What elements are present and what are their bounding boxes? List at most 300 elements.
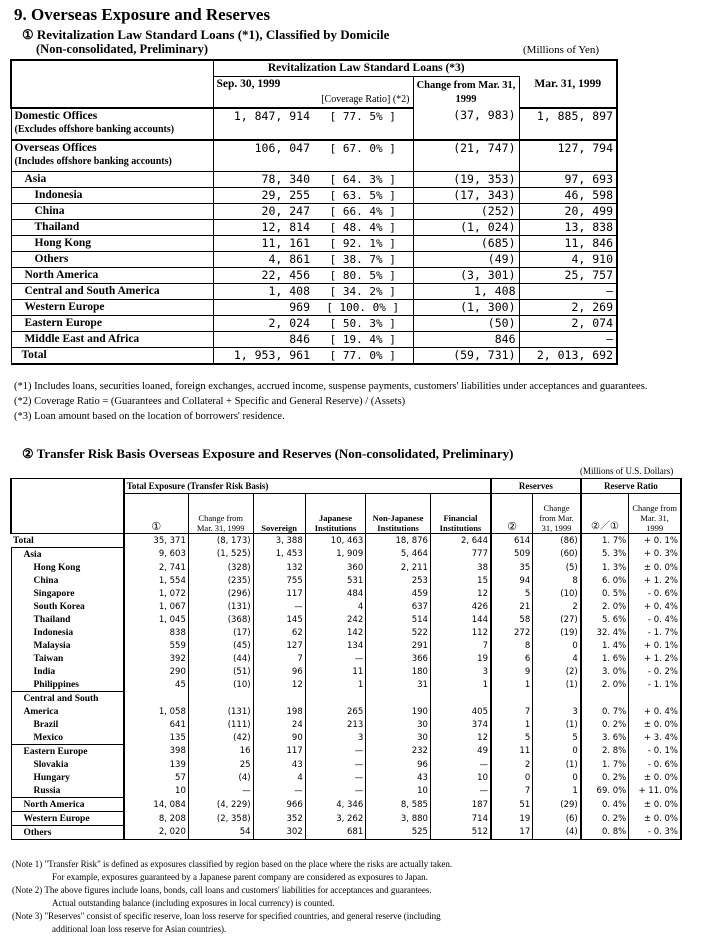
cell-mar: 2, 269	[519, 300, 617, 316]
cell-value: 54	[188, 826, 253, 840]
cell-mar: 2, 013, 692	[519, 348, 617, 365]
cell-value: 3, 880	[366, 812, 431, 826]
loan-row	[11, 316, 617, 332]
cell-value	[430, 692, 491, 706]
exposure-row	[11, 639, 681, 652]
cell-value: 142	[305, 626, 366, 639]
cell-value: (19)	[533, 626, 581, 639]
row-label: Others	[11, 252, 213, 268]
row-label: Indonesia	[11, 626, 124, 639]
cell-value: 12	[430, 587, 491, 600]
cell-value: 2. 8%	[601, 746, 627, 757]
cell-value: —	[305, 745, 366, 759]
cell-value: (368)	[188, 613, 253, 626]
exposure-row	[11, 652, 681, 665]
exposure-row	[11, 678, 681, 692]
cell-value: 90	[253, 731, 305, 745]
exposure-row	[11, 784, 681, 798]
row-label	[11, 140, 213, 172]
cell-value: (60)	[533, 548, 581, 562]
cell-value: 0	[533, 639, 581, 652]
cell-value: 18, 876	[366, 534, 431, 548]
loan-row	[11, 172, 617, 188]
cell-value: 135	[124, 731, 189, 745]
cell-value: 514	[366, 613, 431, 626]
loan-row	[11, 252, 617, 268]
cell-value: 32. 4%	[596, 627, 627, 638]
cell-value: (10)	[188, 678, 253, 692]
section1-note: (*1) Includes loans, securities loaned, foreign exchanges, accrued income, suspense payments, customers' liabilities under acceptances and guarantees.	[14, 381, 648, 392]
col-mar: Mar. 31, 1999	[519, 77, 617, 93]
cell-value: —	[253, 784, 305, 798]
cell-value	[581, 692, 629, 706]
row-label: Russia	[11, 784, 124, 798]
cell-value: (8, 173)	[188, 534, 253, 548]
cell-change: (59, 731)	[413, 348, 519, 365]
cell-value: 1	[533, 784, 581, 798]
cell-value: - 0. 6%	[629, 587, 681, 600]
cell-value: (42)	[188, 731, 253, 745]
cell-value: 10	[366, 784, 431, 798]
row-label: South Korea	[11, 600, 124, 613]
cell-value: 1	[305, 678, 366, 692]
exposure-row	[11, 771, 681, 784]
section1-subheading: (Non-consolidated, Preliminary)	[36, 42, 208, 56]
cell-value: (27)	[533, 613, 581, 626]
row-label: North America	[11, 268, 213, 284]
standard-loans-table	[10, 59, 618, 365]
exposure-row	[11, 745, 681, 759]
cell-value: 30	[366, 718, 431, 731]
cell-value: - 0. 2%	[629, 665, 681, 678]
row-label: Asia	[11, 172, 213, 188]
cell-value: 8	[533, 574, 581, 587]
cell-mar: 25, 757	[519, 268, 617, 284]
row-sublabel: (Excludes offshore banking accounts)	[14, 124, 175, 135]
cell-value: 9, 603	[124, 548, 189, 562]
cell-value	[629, 692, 681, 706]
cell-value: 398	[124, 745, 189, 759]
cell-value: 3	[305, 731, 366, 745]
cell-ratio: [ 67. 0% ]	[313, 140, 413, 172]
col-change: Change from Mar. 31, 1999	[413, 77, 519, 109]
cell-value: 405	[430, 705, 491, 718]
cell-value: 62	[253, 626, 305, 639]
cell-value: + 0. 3%	[629, 548, 681, 562]
cell-value: 134	[305, 639, 366, 652]
cell-value: 17	[491, 826, 533, 840]
cell-value: 2, 741	[124, 561, 189, 574]
cell-value: ± 0. 0%	[629, 798, 681, 812]
row-label: Central and South America	[11, 284, 213, 300]
cell-value: 253	[366, 574, 431, 587]
cell-value: 0. 2%	[601, 719, 627, 730]
exposure-row	[11, 574, 681, 587]
exposure-row	[11, 587, 681, 600]
cell-value: 1, 072	[124, 587, 189, 600]
cell-value: (44)	[188, 652, 253, 665]
h-nonjapanese: Non-Japanese Institutions	[366, 493, 431, 534]
cell-value: 1, 067	[124, 600, 189, 613]
cell-value: + 0. 4%	[629, 705, 681, 718]
cell-value: 96	[366, 758, 431, 771]
exposure-row	[11, 798, 681, 812]
cell-value: 1, 058	[124, 705, 189, 718]
section1-note: (*2) Coverage Ratio = (Guarantees and Collateral + Specific and General Reserve) / (Assets)	[14, 396, 406, 407]
loan-row	[11, 140, 617, 172]
cell-value: 637	[366, 600, 431, 613]
cell-value: 1	[430, 678, 491, 692]
row-label: Middle East and Africa	[11, 332, 213, 348]
cell-value: 512	[430, 826, 491, 840]
cell-value: 117	[253, 587, 305, 600]
exposure-row	[11, 548, 681, 562]
cell-value: 96	[253, 665, 305, 678]
cell-mar: 4, 910	[519, 252, 617, 268]
cell-value: 291	[366, 639, 431, 652]
cell-sep: 78, 340	[213, 172, 313, 188]
cell-value: 2	[533, 600, 581, 613]
cell-value: 838	[124, 626, 189, 639]
cell-ratio: [ 80. 5% ]	[313, 268, 413, 284]
cell-value: 43	[253, 758, 305, 771]
cell-change: (3, 301)	[413, 268, 519, 284]
cell-value: (4, 229)	[188, 798, 253, 812]
cell-mar: 20, 499	[519, 204, 617, 220]
cell-mar: 1, 885, 897	[519, 108, 617, 140]
cell-value: 2, 020	[124, 826, 189, 840]
row-label: North America	[11, 798, 124, 812]
row-label: Others	[11, 826, 124, 840]
cell-change: 1, 408	[413, 284, 519, 300]
cell-value: 14, 084	[124, 798, 189, 812]
h-sovereign: Sovereign	[253, 493, 305, 534]
col-sep: Sep. 30, 1999	[213, 77, 313, 93]
cell-value: - 1. 7%	[629, 626, 681, 639]
row-label: Hong Kong	[11, 561, 124, 574]
row-label: China	[11, 574, 124, 587]
cell-value: 15	[430, 574, 491, 587]
row-label: Slovakia	[11, 758, 124, 771]
cell-value: —	[253, 600, 305, 613]
cell-value: 265	[305, 705, 366, 718]
cell-value	[124, 692, 189, 706]
cell-value: 127	[253, 639, 305, 652]
cell-value: 12	[430, 731, 491, 745]
cell-value: 0. 2%	[601, 813, 627, 824]
cell-value: 777	[430, 548, 491, 562]
cell-value: (10)	[533, 587, 581, 600]
cell-value: (131)	[188, 705, 253, 718]
h-financial: Financial Institutions	[430, 493, 491, 534]
cell-value: 242	[305, 613, 366, 626]
cell-value: (6)	[533, 812, 581, 826]
cell-value: 426	[430, 600, 491, 613]
cell-ratio: [ 100. 0% ]	[313, 300, 413, 316]
cell-value: 198	[253, 705, 305, 718]
cell-value: 966	[253, 798, 305, 812]
row-label: Thailand	[11, 613, 124, 626]
cell-value: 8	[491, 639, 533, 652]
section2-note: (Note 3) "Reserves" consist of specific reserve, loan loss reserve for specified countries, and general reserve (including	[12, 911, 441, 921]
section2-note: additional loan loss reserve for Asian countries).	[52, 924, 227, 934]
cell-value: 9	[491, 665, 533, 678]
cell-value: 525	[366, 826, 431, 840]
cell-value: 16	[188, 745, 253, 759]
section2-note: Actual outstanding balance (including exposures in local currency) is counted.	[52, 898, 335, 908]
cell-value	[491, 692, 533, 706]
exposure-row	[11, 692, 681, 706]
cell-sep: 1, 408	[213, 284, 313, 300]
cell-value: 35	[491, 561, 533, 574]
cell-value: 213	[305, 718, 366, 731]
cell-value: —	[430, 784, 491, 798]
cell-value: 19	[430, 652, 491, 665]
cell-value: 2, 211	[366, 561, 431, 574]
cell-value: (4)	[188, 771, 253, 784]
cell-value: (29)	[533, 798, 581, 812]
cell-sep: 11, 161	[213, 236, 313, 252]
cell-ratio: [ 63. 5% ]	[313, 188, 413, 204]
cell-value: 1. 3%	[601, 562, 627, 573]
cell-value: 112	[430, 626, 491, 639]
cell-value: 21	[491, 600, 533, 613]
cell-value	[305, 692, 366, 706]
cell-value: 374	[430, 718, 491, 731]
cell-value: 459	[366, 587, 431, 600]
section2-note: (Note 1) "Transfer Risk" is defined as exposures classified by region based on the place where the risks are actually taken.	[12, 859, 453, 869]
loan-row	[11, 300, 617, 316]
cell-sep: 12, 814	[213, 220, 313, 236]
cell-value	[366, 692, 431, 706]
exposure-row	[11, 718, 681, 731]
cell-value: —	[188, 784, 253, 798]
loan-row	[11, 220, 617, 236]
cell-value: + 1. 2%	[629, 574, 681, 587]
cell-value: 45	[124, 678, 189, 692]
cell-ratio: [ 64. 3% ]	[313, 172, 413, 188]
cell-value: 0. 4%	[601, 799, 627, 810]
cell-value: 38	[430, 561, 491, 574]
cell-mar: 2, 074	[519, 316, 617, 332]
cell-value: 2. 0%	[601, 601, 627, 612]
cell-change: (19, 353)	[413, 172, 519, 188]
cell-value: 1. 4%	[601, 640, 627, 651]
row-label: Philippines	[11, 678, 124, 692]
cell-value: 6. 0%	[601, 575, 627, 586]
cell-ratio: [ 48. 4% ]	[313, 220, 413, 236]
row-label: Taiwan	[11, 652, 124, 665]
cell-change: (252)	[413, 204, 519, 220]
row-label: Indonesia	[11, 188, 213, 204]
cell-value: 4	[253, 771, 305, 784]
cell-change: (49)	[413, 252, 519, 268]
cell-value: 2, 644	[430, 534, 491, 548]
cell-value: 51	[491, 798, 533, 812]
cell-value: 614	[491, 534, 533, 548]
cell-value: 11	[305, 665, 366, 678]
cell-sep: 2, 024	[213, 316, 313, 332]
cell-value: 4, 346	[305, 798, 366, 812]
cell-value: (1)	[533, 718, 581, 731]
row-label: Western Europe	[11, 812, 124, 826]
cell-value: 1	[491, 678, 533, 692]
cell-value: 8, 208	[124, 812, 189, 826]
cell-value: 531	[305, 574, 366, 587]
cell-value: 180	[366, 665, 431, 678]
cell-value: + 11. 0%	[629, 784, 681, 798]
cell-value: 94	[491, 574, 533, 587]
cell-value: 302	[253, 826, 305, 840]
cell-ratio: [ 66. 4% ]	[313, 204, 413, 220]
section1-note: (*3) Loan amount based on the location of borrowers' residence.	[14, 411, 285, 422]
cell-value: 69. 0%	[596, 785, 627, 796]
cell-value: 7	[491, 705, 533, 718]
exposure-row	[11, 758, 681, 771]
cell-value: - 0. 4%	[629, 613, 681, 626]
cell-value: 144	[430, 613, 491, 626]
group-header: Revitalization Law Standard Loans (*3)	[213, 60, 519, 77]
row-sublabel: (Includes offshore banking accounts)	[14, 156, 172, 167]
cell-value: 10, 463	[305, 534, 366, 548]
cell-value: 1, 909	[305, 548, 366, 562]
cell-value: 5. 3%	[601, 549, 627, 560]
cell-value: 1, 554	[124, 574, 189, 587]
row-label: Eastern Europe	[11, 316, 213, 332]
cell-value: 8, 585	[366, 798, 431, 812]
cell-sep: 4, 861	[213, 252, 313, 268]
cell-value: (111)	[188, 718, 253, 731]
row-label: Thailand	[11, 220, 213, 236]
cell-value: 1. 6%	[601, 653, 627, 664]
cell-value: 641	[124, 718, 189, 731]
row-label: Hungary	[11, 771, 124, 784]
cell-value: (4)	[533, 826, 581, 840]
row-label: China	[11, 204, 213, 220]
section2-note: For example, exposures guaranteed by a Japanese parent company are considered as exposures to Japan.	[52, 872, 428, 882]
cell-ratio: [ 19. 4% ]	[313, 332, 413, 348]
cell-value: - 0. 1%	[629, 745, 681, 759]
loan-row	[11, 108, 617, 140]
cell-value: 10	[430, 771, 491, 784]
cell-ratio: [ 77. 5% ]	[329, 110, 396, 123]
cell-value: 5	[491, 587, 533, 600]
cell-mar: 11, 846	[519, 236, 617, 252]
cell-value: 25	[188, 758, 253, 771]
cell-value: 187	[430, 798, 491, 812]
cell-value: —	[305, 784, 366, 798]
cell-ratio: [ 50. 3% ]	[313, 316, 413, 332]
cell-value: 139	[124, 758, 189, 771]
cell-value: 5, 464	[366, 548, 431, 562]
row-label: Central and South	[11, 692, 124, 706]
h-reserve-change: Change from Mar. 31, 1999	[533, 493, 581, 534]
cell-value: 58	[491, 613, 533, 626]
cell-value: 755	[253, 574, 305, 587]
cell-ratio: [ 92. 1% ]	[313, 236, 413, 252]
cell-value: 24	[253, 718, 305, 731]
cell-sep: 106, 047	[213, 140, 313, 172]
group-reserve-ratio: Reserve Ratio	[581, 479, 681, 494]
cell-value: (1)	[533, 758, 581, 771]
cell-sep: 22, 456	[213, 268, 313, 284]
loan-row	[11, 332, 617, 348]
cell-ratio: [ 38. 7% ]	[313, 252, 413, 268]
cell-value: (17)	[188, 626, 253, 639]
exposure-row	[11, 826, 681, 840]
cell-change: 846	[413, 332, 519, 348]
cell-change: (21, 747)	[413, 140, 519, 172]
row-label: Malaysia	[11, 639, 124, 652]
cell-value: 145	[253, 613, 305, 626]
row-label: America	[11, 705, 124, 718]
cell-value: + 3. 4%	[629, 731, 681, 745]
cell-value: 5. 6%	[601, 614, 627, 625]
cell-sep: 20, 247	[213, 204, 313, 220]
cell-sep: 846	[213, 332, 313, 348]
cell-value: 714	[430, 812, 491, 826]
cell-value: 31	[366, 678, 431, 692]
cell-value: 0. 2%	[601, 772, 627, 783]
cell-value: 4	[533, 652, 581, 665]
cell-value: 681	[305, 826, 366, 840]
exposure-row	[11, 665, 681, 678]
transfer-risk-table	[10, 478, 682, 840]
cell-change: (1, 024)	[413, 220, 519, 236]
cell-value: (296)	[188, 587, 253, 600]
cell-value: 0	[533, 745, 581, 759]
cell-change: (17, 343)	[413, 188, 519, 204]
h-ratio-change: Change from Mar. 31, 1999	[629, 493, 681, 534]
cell-value: 0. 7%	[601, 706, 627, 717]
cell-value: 352	[253, 812, 305, 826]
exposure-row	[11, 626, 681, 639]
cell-mar: 13, 838	[519, 220, 617, 236]
cell-sep: 29, 255	[213, 188, 313, 204]
cell-sep: 969	[213, 300, 313, 316]
cell-value: 3. 6%	[601, 732, 627, 743]
cell-value: 366	[366, 652, 431, 665]
row-label: Asia	[11, 548, 124, 562]
cell-value: 272	[491, 626, 533, 639]
cell-value: 3. 0%	[601, 666, 627, 677]
exposure-row	[11, 534, 681, 548]
cell-value: 19	[491, 812, 533, 826]
cell-value: 3	[430, 665, 491, 678]
cell-value: 7	[430, 639, 491, 652]
cell-value: ± 0. 0%	[629, 718, 681, 731]
cell-value: 12	[253, 678, 305, 692]
page-title: 9. Overseas Exposure and Reserves	[14, 5, 271, 24]
cell-value: 49	[430, 745, 491, 759]
row-label	[11, 108, 213, 140]
row-label: Brazil	[11, 718, 124, 731]
cell-mar: 127, 794	[519, 140, 617, 172]
row-label: India	[11, 665, 124, 678]
cell-value: (131)	[188, 600, 253, 613]
cell-value: 1, 045	[124, 613, 189, 626]
cell-value: 10	[124, 784, 189, 798]
cell-value: + 0. 1%	[629, 534, 681, 548]
cell-value: 35, 371	[124, 534, 189, 548]
exposure-row	[11, 600, 681, 613]
cell-change: (37, 983)	[413, 108, 519, 140]
exposure-row	[11, 705, 681, 718]
cell-value: + 1. 2%	[629, 652, 681, 665]
cell-value: ± 0. 0%	[629, 561, 681, 574]
cell-value: 43	[366, 771, 431, 784]
cell-value: 559	[124, 639, 189, 652]
